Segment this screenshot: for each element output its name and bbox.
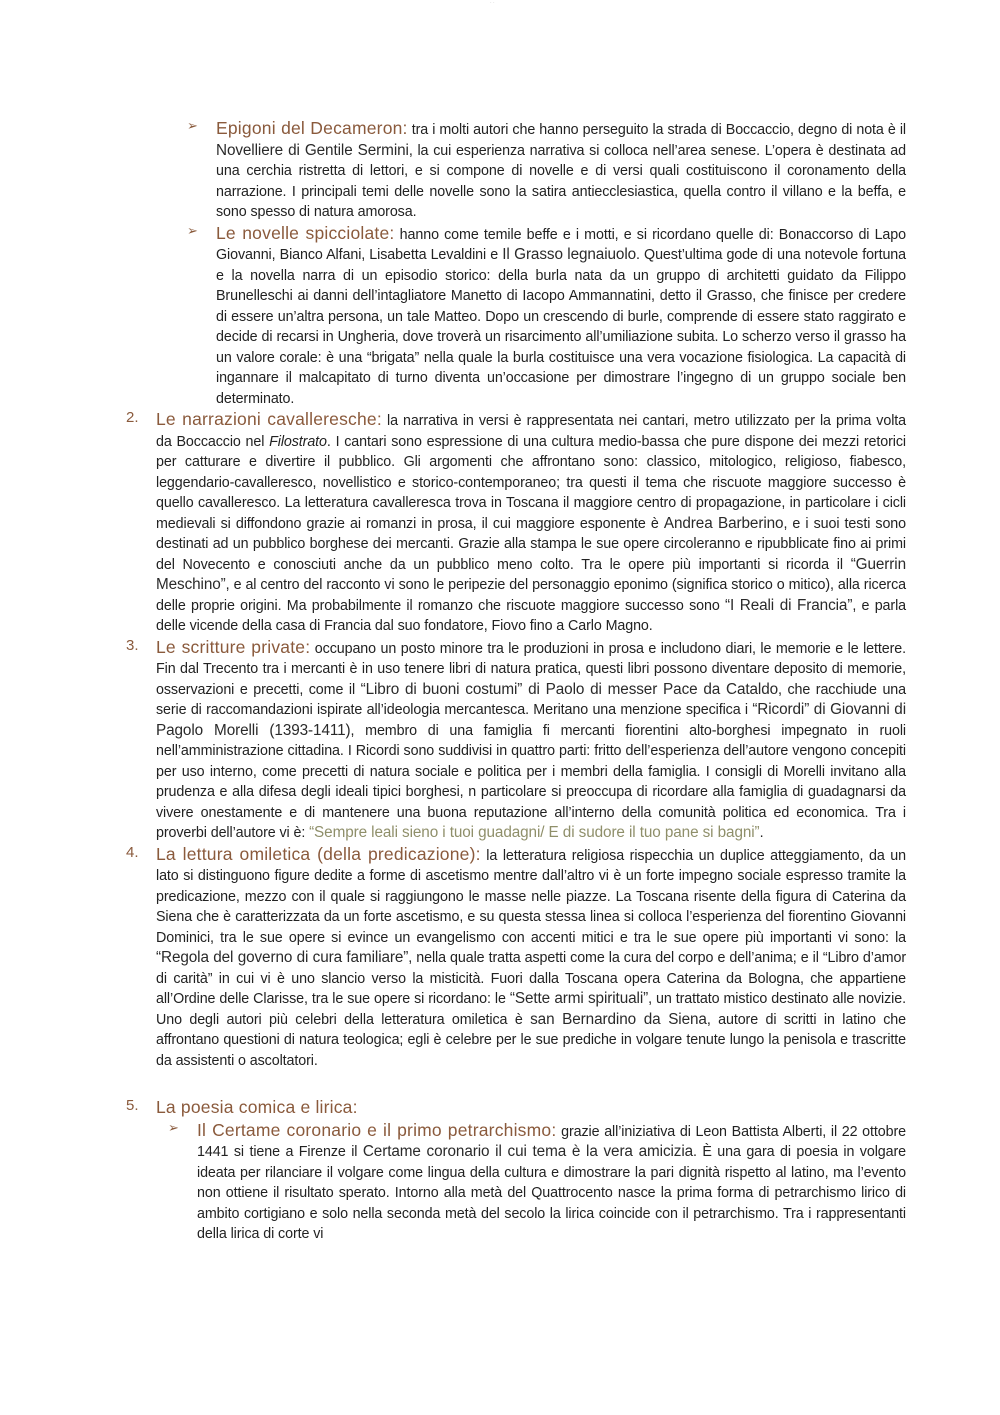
section-heading: La poesia comica e lirica:	[156, 1097, 358, 1117]
section-heading: Le narrazioni cavalleresche:	[156, 409, 382, 429]
spacer	[126, 1071, 906, 1097]
emphasis-text: “Libro di buoni costumi” di Paolo di messer Pace da Cataldo	[360, 680, 779, 698]
section-heading: Il Certame coronario e il primo petrarchismo:	[197, 1119, 557, 1140]
emphasis-text: “I Reali di Francia”	[725, 596, 853, 614]
section-heading: La lettura omiletica (della predicazione):	[156, 843, 481, 864]
emphasis-text: Il Grasso legnaiuolo	[502, 246, 637, 263]
paragraph-cavalleresche: Le narrazioni cavalleresche: la narrativa in versi è rappresentata nei cantari, metro utilizzato per la prima volta da Boccaccio nel Filostrato. I cantari sono espressione di una cultura medio-bassa che pure dispone dei mezzi retorici per catturare e divertire il pubblico. Gli argomenti che affrontano sono: classico, mitologico, religioso, fiabesco, leggendario-cavalleresco, novellistico e storico-contemporaneo; tra questi il tema che riscuote maggiore successo è quello cavalleresco. La letteratura cavalleresca trova in Toscana il maggiore centro di propagazione, in particolare i cicli medievali si diffondono grazie ai romanzi in prosa, il cui maggiore esponente è Andrea Barberino, e i suoi testi sono destinati ad un pubblico borghese dei mercanti. Grazie alla stampa le sue opere circoleranno e ripubblicate fino ai primi del Novecento e conosciuti anche da un pubblico meno colto. Tra le opere più importanti si ricorda il “Guerrin Meschino”, e al centro del racconto vi sono le peripezie del personaggio eponimo (significa storico o mitico), alla ricerca delle proprie origini. Ma probabilmente il romanzo che riscuote maggiore successo sono “I Reali di Francia”, e parla delle vicende della casa di Francia dal suo fondatore, Fiovo fino a Carlo Magno.	[156, 409, 906, 634]
paragraph-spicciolate: Le novelle spicciolate: hanno come temile beffe e i motti, e si ricordano quelle di: Bonaccorso di Lapo Giovanni, Bianco Alfani, Lisabetta Levaldini e Il Grasso legnaiuolo. Quest’ultima gode di una notevole fortuna e la novella narra di un episodio storico: della burla nata da un gruppo di architetti guidato da Filippo Brunelleschi ai danni dell’intagliatore Manetto di Iacopo Ammannatini, detto il Grasso, che finisce per credere di essere un’altra persona, un tale Matteo. Dopo un crescendo di burle, comprende di essere stato raggirato e decide di recarsi in Ungheria, dove troverà un risarcimento all’umiliazione subita. Lo scherzo verso il grasso ha un valore corale: è una “brigata” nella quale la burla costituisce una vera vocazione fisiologica. La capacità di ingannare il malcapitato di turno diventa un’occasione per dimostrare l’ingegno di un gruppo sociale ben determinato.	[216, 222, 907, 407]
paragraph-private: Le scritture private: occupano un posto minore tra le produzioni in prosa e includono diari, le memorie e le lettere. Fin dal Trecento tra i mercanti è in uso tenere libri di natura pratica, questi libri possono diventare deposito di memorie, osservazioni e precetti, come il “Libro di buoni costumi” di Paolo di messer Pace da Cataldo, che racchiude una serie di raccomandazioni ispirate all’ideologia mercantesca. Meritano una menzione specifica i “Ricordi” di Giovanni di Pagolo Morelli (1393-1411), membro di una famiglia fi mercanti fiorentini alto-borghesi impegnato in ruoli nell’amministrazione cittadina. I Ricordi sono suddivisi in quattro parti: fritto dell’esperienza dell’autore vengono concepiti per uso interno, come precetti di natura sociale e politica per i membri della famiglia. I consigli di Morelli invitano alla prudenza e alla difesa degli ideali tipici borghesi, n particolare si preoccupa di ricordare alla famiglia di guadagnarsi da vivere onestamente e di mantenere una buona reputazione all’interno della comunità politica ed economica. Tra i proverbi dell’autore vi è: “Sempre leali sieno i tuoi guadagni/ E di sudore il tuo pane si bagni”.	[156, 636, 907, 841]
emphasis-text: “Ricordi” di Giovanni di Pagolo Morelli (1393-1411)	[156, 701, 907, 739]
arrow-bullet-icon: ➢	[187, 222, 198, 238]
list-item-omiletica	[126, 844, 906, 1072]
section-heading: Le scritture private:	[156, 636, 311, 657]
proverb-quote: “Sempre leali sieno i tuoi guadagni/ E di sudore il tuo pane si bagni”	[309, 824, 760, 841]
paragraph-certame: Il Certame coronario e il primo petrarchismo: grazie all’iniziativa di Leon Battista Alberti, il 22 ottobre 1441 si tiene a Firenze il Certame coronario il cui tema è la vera amicizia. È una gara di poesia in volgare ideata per rilanciare il volgare come lingua della cultura e dimostrare la pari dignità rispetto al latino, ma l’evento non ottiene il risultato sperato. Intorno alla metà del Quattrocento nasce la prima forma di petrarchismo lirico di ambito cortigiano e solo nella seconda metà del secolo la lirica coincide con il petrarchismo. Tra i rappresentanti della lirica di corte vi	[197, 1119, 906, 1242]
emphasis-text: “Regola del governo di cura familiare”	[156, 949, 409, 966]
paragraph-poesia	[156, 1097, 906, 1120]
emphasis-text: “Sette armi spirituali”	[509, 990, 649, 1007]
emphasis-text: Novelliere di Gentile Sermini	[216, 141, 409, 159]
list-item-epigoni	[126, 118, 906, 223]
section-heading: Epigoni del Decameron:	[216, 118, 408, 138]
arrow-bullet-icon: ➢	[168, 1119, 179, 1135]
emphasis-text: Andrea Barberino	[663, 514, 784, 532]
emphasis-text: “Guerrin Meschino”	[156, 555, 906, 593]
list-item-spicciolate	[126, 223, 906, 410]
list-item-poesia	[126, 1097, 906, 1120]
paragraph-epigoni: Epigoni del Decameron: tra i molti autori che hanno perseguito la strada di Boccaccio, degno di nota è il Novelliere di Gentile Sermini, la cui esperienza narrativa si colloca nell’area senese. L’opera è destinata ad una cerchia ristretta di lettori, e si compone di novelle e di versi quali costituiscono il coronamento della narrazione. I principali temi delle novelle sono la satira antiecclesiastica, quella contro il villano e la beffa, e sono spesso di natura amorosa.	[216, 118, 906, 220]
document-body	[126, 118, 906, 1245]
list-item-cavalleresche	[126, 409, 906, 637]
list-number: 2.	[126, 409, 139, 426]
emphasis-text: san Bernardino da Siena	[530, 1010, 707, 1028]
paragraph-omiletica: La lettura omiletica (della predicazione): la letteratura religiosa rispecchia un duplice atteggiamento, da un lato si distinguono figure dedite a forme di ascetismo mentre dall’altro vi è un forte impegno sociale espresso tramite la predicazione, mezzo con il quale si raggiungono le masse nelle piazze. La Toscana risente della figura di Caterina da Siena che è caratterizzata da un forte ascetismo, e su questa stessa linea si colloca l’esperienza del fiorentino Giovanni Dominici, tra le sue opere si evince un evangelismo con accenti mitici e tra le sue opere più importanti vi sono: la “Regola del governo di cura familiare”, nella quale tratta aspetti come la cura del corpo e dell’anima; e il “Libro d’amor di carità” in cui vi è uno slancio verso la misticità. Fuori dalla Toscana opera Caterina da Bologna, che appartiene all’Ordine delle Clarisse, tra le sue opere si ricordano: le “Sette armi spirituali”, un trattato mistico destinato alle novizie. Uno degli autori più celebri della letteratura omiletica è san Bernardino da Siena, autore di scritti in latino che affrontano questioni di natura teologica; egli è celebre per le sue prediche in volgare tenute lungo la penisola e trascritte da assistenti o ascoltatori.	[156, 843, 907, 1069]
page-header-mark: · ·	[490, 0, 495, 6]
list-item-private	[126, 637, 906, 844]
arrow-bullet-icon: ➢	[187, 118, 198, 133]
list-item-certame	[126, 1120, 906, 1245]
emphasis-text: Certame coronario il cui tema è la vera amicizia	[362, 1143, 694, 1160]
list-number: 3.	[126, 636, 139, 654]
list-number: 5.	[126, 1097, 139, 1114]
section-heading: Le novelle spicciolate:	[216, 222, 395, 243]
list-number: 4.	[126, 843, 139, 861]
